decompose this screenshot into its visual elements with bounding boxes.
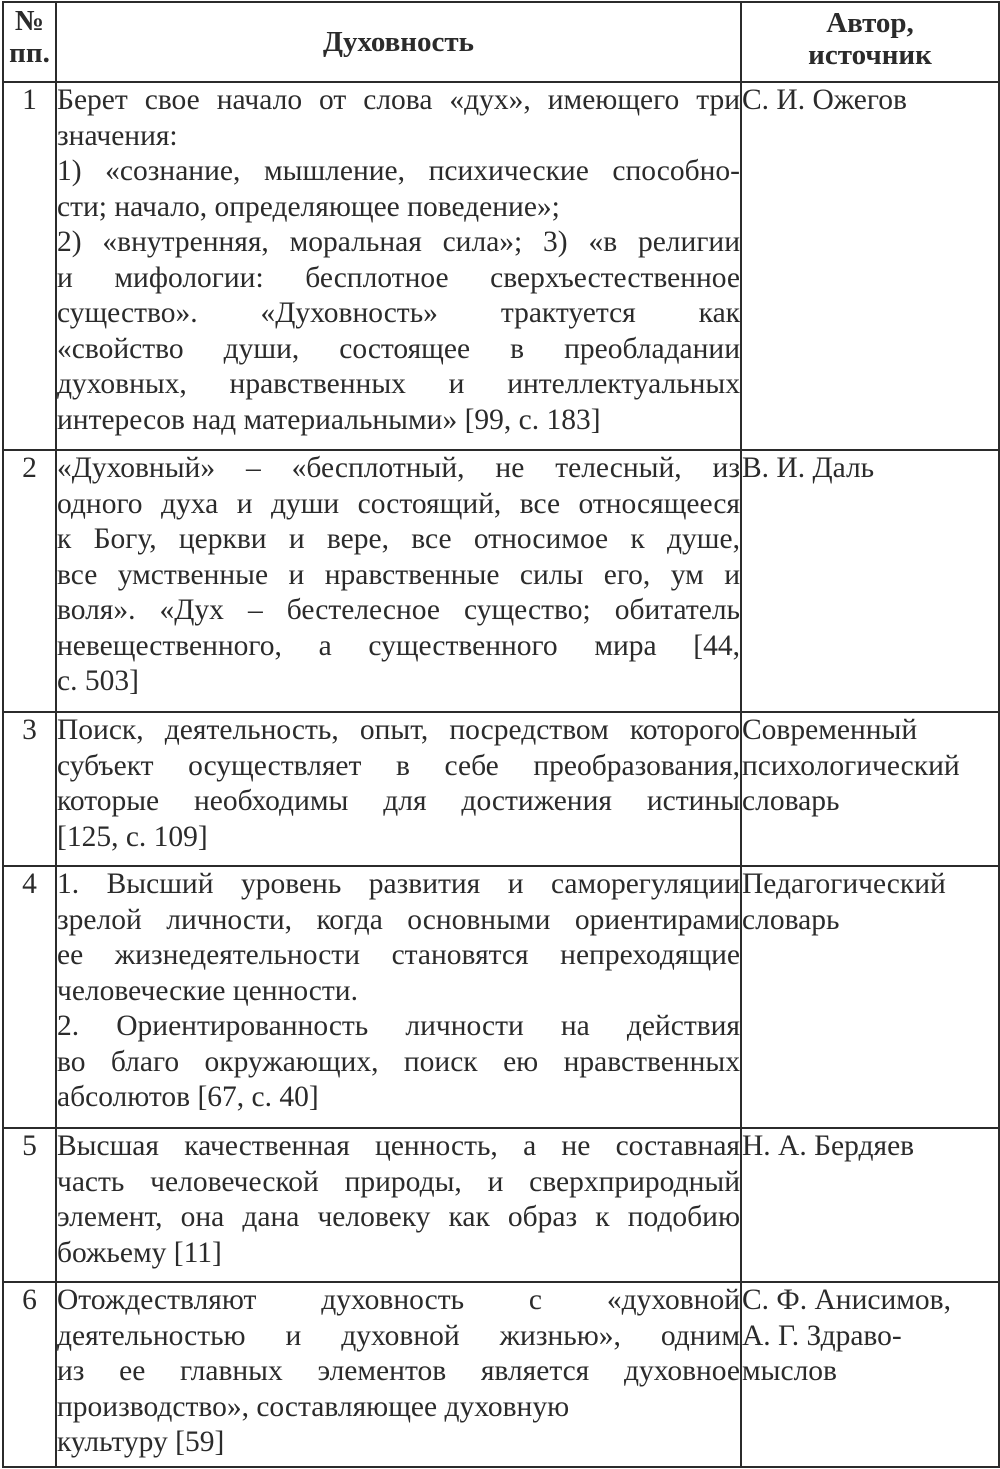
definition-line: к Богу, церкви и вере, все относимое к душе, (57, 523, 740, 555)
definition-line: во благо окружающих, поиск ею нравственных (57, 1045, 740, 1078)
definition-line: деятельностью и духовной жизнью», одним (57, 1319, 740, 1352)
definition-line: 2. Ориентированность личности на действия (57, 1010, 740, 1042)
definition-line: 1) «сознание, мышление, психические способно- (57, 155, 740, 187)
definition-line: часть человеческой природы, и сверхприродный (57, 1165, 740, 1198)
source-cell (741, 866, 999, 1128)
source-cell (741, 1282, 999, 1467)
source-line: психологический (742, 749, 960, 782)
table-row (3, 866, 999, 1128)
definition-cell (56, 450, 741, 712)
definition-line: культуру [59] (57, 1426, 225, 1458)
definition-line: [125, с. 109] (57, 820, 208, 853)
definition-line: одного духа и души состоящий, все относящееся (57, 487, 740, 520)
definition-line: сти; начало, определяющее поведение»; (57, 190, 560, 223)
header-number-line-1: № (14, 5, 45, 37)
header-source (741, 2, 999, 82)
definition-line: абсолютов [67, с. 40] (57, 1081, 319, 1113)
definition-cell (56, 82, 741, 450)
row-number: 1 (3, 82, 56, 450)
definition-line: субъект осуществляет в себе преобразования, (57, 749, 740, 782)
source-line: мыслов (742, 1355, 837, 1387)
source-line: С. И. Ожегов (742, 84, 907, 116)
definition-line: существо». «Духовность» трактуется как (57, 297, 740, 329)
row-number: 2 (3, 450, 56, 712)
definition-line: «Духовный» – «бесплотный, не телесный, из (57, 452, 740, 484)
definition-line: с. 503] (57, 665, 139, 697)
table-row (3, 1128, 999, 1282)
table-row (3, 82, 999, 450)
definition-line: зрелой личности, когда основными ориентирами (57, 903, 740, 936)
definition-line: духовных, нравственных и интеллектуальных (57, 368, 740, 400)
definition-line: интересов над материальными» [99, с. 183] (57, 403, 601, 436)
definition-cell (56, 1128, 741, 1282)
definition-line: которые необходимы для достижения истины (57, 785, 740, 817)
source-cell (741, 82, 999, 450)
source-line: С. Ф. Анисимов, (742, 1284, 951, 1316)
header-source-line-2: источник (808, 39, 932, 71)
definitions-table (2, 1, 1000, 1468)
definition-line: производство», составляющее духовную (57, 1390, 570, 1423)
definition-line: и мифологии: бесплотное сверхъестественное (57, 261, 740, 294)
row-number: 5 (3, 1128, 56, 1282)
definition-line: значения: (57, 119, 178, 152)
table-row (3, 712, 999, 866)
source-cell (741, 450, 999, 712)
source-cell (741, 1128, 999, 1282)
table-row (3, 1282, 999, 1467)
table-header-row (3, 2, 999, 82)
definition-line: 1. Высший уровень развития и саморегуляции (57, 868, 740, 900)
definition-line: человеческие ценности. (57, 974, 358, 1007)
source-line: В. И. Даль (742, 452, 875, 484)
definition-line: Отождествляют духовность с «духовной (57, 1284, 740, 1316)
source-line: Современный (742, 714, 918, 746)
definition-line: Берет свое начало от слова «дух», имеющего три (57, 84, 740, 116)
definition-line: божьему [11] (57, 1236, 222, 1269)
source-line: Педагогический (742, 868, 946, 900)
definition-line: из ее главных элементов является духовное (57, 1355, 740, 1387)
header-source-line-1: Автор, (826, 7, 914, 39)
definition-cell (56, 866, 741, 1128)
row-number: 6 (3, 1282, 56, 1467)
definition-line: ее жизнедеятельности становятся непреходящие (57, 939, 740, 971)
row-number: 3 (3, 712, 56, 866)
definition-line: элемент, она дана человеку как образ к подобию (57, 1201, 740, 1233)
definition-line: воля». «Дух – бестелесное существо; обитатель (57, 594, 740, 626)
source-line: словарь (742, 785, 840, 817)
source-line: словарь (742, 903, 840, 936)
table-row (3, 450, 999, 712)
source-cell (741, 712, 999, 866)
definition-cell (56, 712, 741, 866)
definition-line: Поиск, деятельность, опыт, посредством которого (57, 714, 740, 746)
row-number: 4 (3, 866, 56, 1128)
source-line: Н. А. Бердяев (742, 1130, 915, 1162)
definition-line: все умственные и нравственные силы его, ум и (57, 558, 740, 591)
source-line: А. Г. Здраво- (742, 1319, 902, 1352)
definition-line: «свойство души, состоящее в преобладании (57, 332, 740, 365)
header-definition: Духовность (56, 2, 741, 82)
header-number-line-2: пп. (9, 37, 50, 69)
definition-cell (56, 1282, 741, 1467)
definition-line: невещественного, а существенного мира [44, (57, 629, 740, 662)
definition-line: 2) «внутренняя, моральная сила»; 3) «в религии (57, 226, 740, 258)
definition-line: Высшая качественная ценность, а не составная (57, 1130, 740, 1162)
header-number (3, 2, 56, 82)
